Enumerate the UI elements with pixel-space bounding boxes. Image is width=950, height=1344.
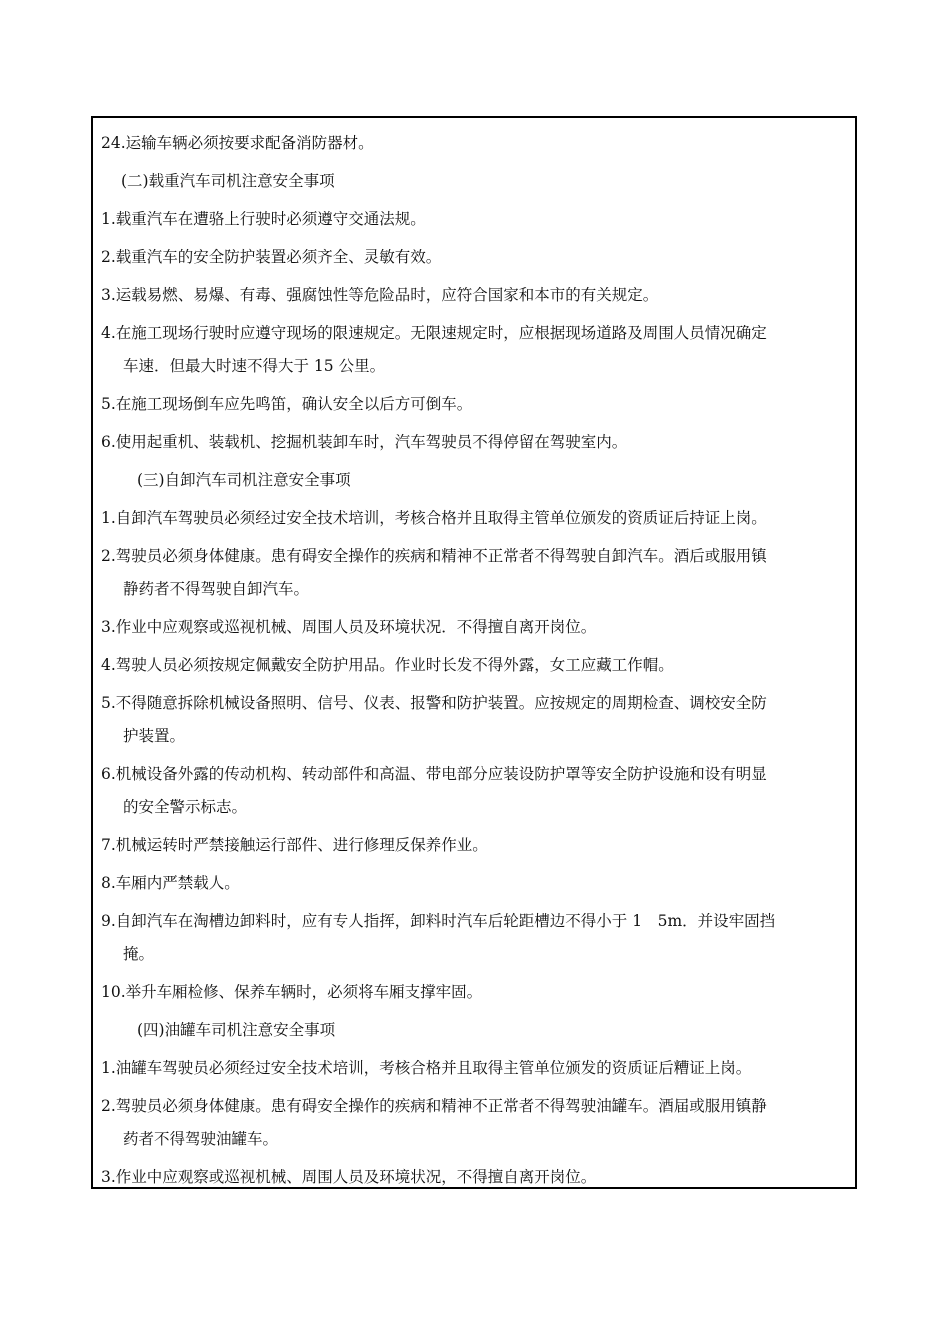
item-text: 24.运输车辆必须按要求配备消防器材。 — [101, 134, 374, 152]
list-item — [101, 1161, 847, 1189]
list-item — [101, 758, 847, 824]
item-text-continued: 的安全警示标志。 — [123, 798, 248, 816]
list-item — [101, 687, 847, 753]
section-heading: (三)自卸汽车司机注意安全事项 — [137, 471, 351, 489]
list-item — [101, 1090, 847, 1156]
list-item — [101, 867, 847, 900]
item-text: 8.车厢内严禁载人。 — [101, 874, 240, 892]
list-item — [101, 279, 847, 312]
document-body — [101, 127, 847, 1189]
item-text: 7.机械运转时严禁接触运行部件、进行修理反保养作业。 — [101, 836, 488, 854]
item-text-continued: 掩。 — [123, 945, 155, 963]
item-text: 6.机械设备外露的传动机构、转动部件和高温、带电部分应装设防护罩等安全防护设施和设有明显 — [101, 765, 767, 783]
list-item — [101, 241, 847, 274]
item-text-continued: 药者不得驾驶油罐车。 — [123, 1130, 279, 1148]
list-item — [101, 1052, 847, 1085]
item-text: 5.不得随意拆除机械设备照明、信号、仪表、报警和防护装置。应按规定的周期检查、调校安全防 — [101, 694, 767, 712]
item-text: 2.驾驶员必须身体健康。患有碍安全操作的疾病和精神不正常者不得驾驶自卸汽车。酒后或服用镇 — [101, 547, 767, 565]
item-text: 4.在施工现场行驶时应遵守现场的限速规定。无限速规定时，应根据现场道路及周围人员情况确定 — [101, 324, 767, 342]
item-text-continued: 车速．但最大时速不得大于 15 公里。 — [123, 357, 386, 375]
list-item — [101, 317, 847, 383]
section-heading: (四)油罐车司机注意安全事项 — [137, 1021, 336, 1039]
item-text-continued: 护装置。 — [123, 727, 186, 745]
item-text: 10.举升车厢检修、保养车辆时，必须将车厢支撑牢固。 — [101, 983, 483, 1001]
list-item — [101, 388, 847, 421]
list-item — [101, 426, 847, 459]
item-text: 2.载重汽车的安全防护装置必须齐全、灵敏有效。 — [101, 248, 442, 266]
item-text: 2.驾驶员必须身体健康。患有碍安全操作的疾病和精神不正常者不得驾驶油罐车。酒届或服用镇静 — [101, 1097, 767, 1115]
list-item — [101, 502, 847, 535]
item-text: 1.自卸汽车驾驶员必须经过安全技术培训，考核合格并且取得主管单位颁发的资质证后持证上岗。 — [101, 509, 767, 527]
list-item — [101, 829, 847, 862]
item-text: 5.在施工现场倒车应先鸣笛，确认安全以后方可倒车。 — [101, 395, 473, 413]
list-item — [101, 905, 847, 971]
list-item — [101, 611, 847, 644]
item-text: 6.使用起重机、装载机、挖掘机装卸车时，汽车驾驶员不得停留在驾驶室内。 — [101, 433, 628, 451]
list-item — [101, 127, 847, 160]
item-text: 1.油罐车驾驶员必须经过安全技术培训，考核合格并且取得主管单位颁发的资质证后糟证上岗。 — [101, 1059, 752, 1077]
item-text: 1.载重汽车在遭骆上行驶时必须遵守交通法规。 — [101, 210, 426, 228]
list-item — [101, 649, 847, 682]
item-text: 3.作业中应观察或巡视机械、周围人员及环境状况，不得擅自离开岗位。 — [101, 1168, 597, 1186]
document-frame — [91, 116, 857, 1189]
list-item — [101, 540, 847, 606]
section-heading: (二)载重汽车司机注意安全事项 — [121, 172, 335, 190]
item-text: 4.驾驶人员必须按规定佩戴安全防护用品。作业时长发不得外露，女工应藏工作帽。 — [101, 656, 674, 674]
item-text: 3.作业中应观察或巡视机械、周围人员及环境状况．不得擅自离开岗位。 — [101, 618, 597, 636]
item-text: 9.自卸汽车在淘槽边卸料时，应有专人指挥，卸料时汽车后轮距槽边不得小于 1 5m．并设牢固挡 — [101, 912, 776, 930]
list-item — [101, 203, 847, 236]
list-item — [101, 976, 847, 1009]
item-text-continued: 静药者不得驾驶自卸汽车。 — [123, 580, 310, 598]
item-text: 3.运载易燃、易爆、有毒、强腐蚀性等危险品时，应符合国家和本市的有关规定。 — [101, 286, 659, 304]
